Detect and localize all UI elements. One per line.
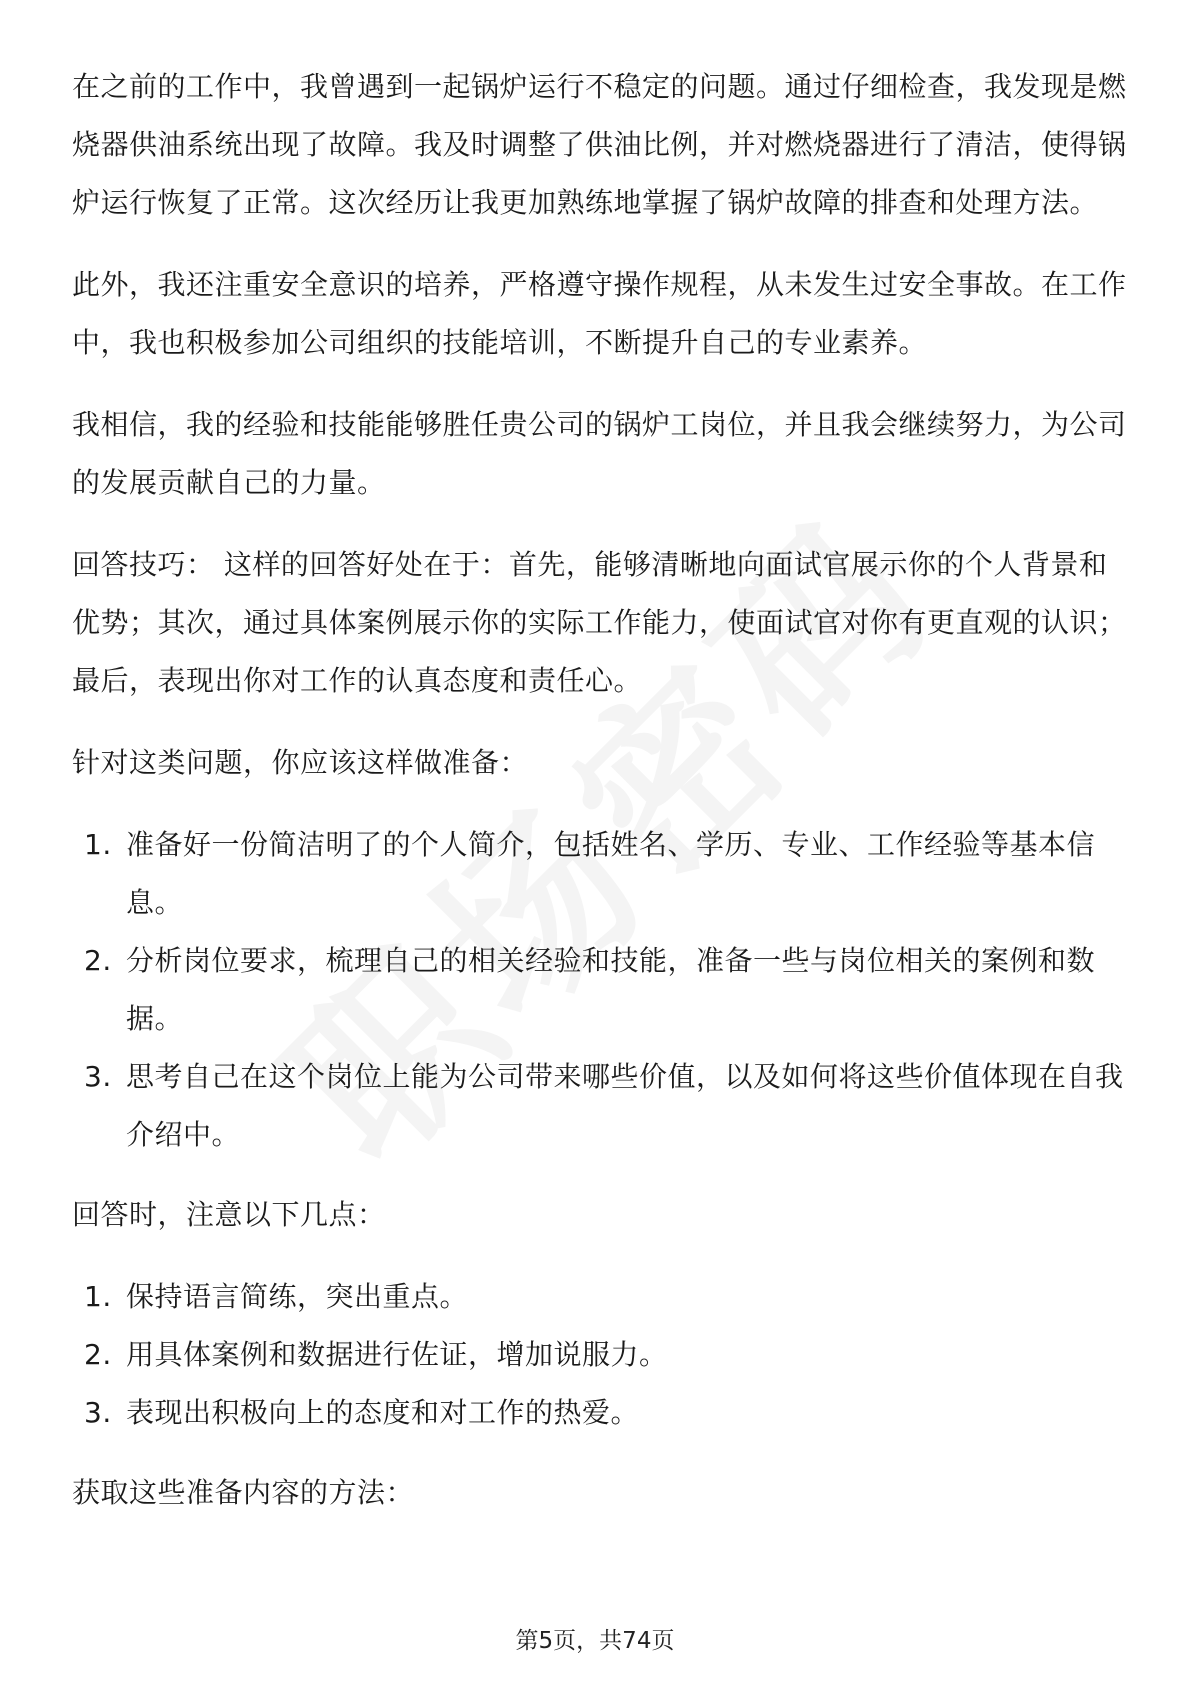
list-text: 保持语言简练，突出重点。 [126,1280,469,1313]
paragraph-confidence: 我相信，我的经验和技能能够胜任贵公司的锅炉工岗位，并且我会继续努力，为公司的发展贡献自己的力量。 [72,408,1127,499]
notes-heading: 回答时，注意以下几点： [72,1198,386,1231]
list-text: 表现出积极向上的态度和对工作的热爱。 [126,1396,640,1429]
paragraph-experience: 在之前的工作中，我曾遇到一起锅炉运行不稳定的问题。通过仔细检查，我发现是燃烧器供油系统出现了故障。我及时调整了供油比例，并对燃烧器进行了清洁，使得锅炉运行恢复了正常。这次经历让我更加熟练地掌握了锅炉故障的排查和处理方法。 [72,70,1127,219]
list-number: 1. [84,1280,112,1313]
document-body [72,58,1132,1546]
list-item [72,932,1132,1048]
list-item [72,1384,1132,1442]
method-heading: 获取这些准备内容的方法： [72,1476,415,1509]
list-item [72,1326,1132,1384]
list-item [72,816,1132,932]
paragraph-answer-tips: 回答技巧： 这样的回答好处在于：首先，能够清晰地向面试官展示你的个人背景和优势；其次，通过具体案例展示你的实际工作能力，使面试官对你有更直观的认识；最后，表现出你对工作的认真态度和责任心。 [72,548,1127,697]
paragraph-safety: 此外，我还注重安全意识的培养，严格遵守操作规程，从未发生过安全事故。在工作中，我也积极参加公司组织的技能培训，不断提升自己的专业素养。 [72,268,1127,359]
list-text: 用具体案例和数据进行佐证，增加说服力。 [126,1338,668,1371]
list-text: 分析岗位要求，梳理自己的相关经验和技能，准备一些与岗位相关的案例和数据。 [126,944,1096,1035]
list-number: 1. [84,828,112,861]
list-number: 3. [84,1060,112,1093]
list-item [72,1268,1132,1326]
list-number: 3. [84,1396,112,1429]
list-text: 思考自己在这个岗位上能为公司带来哪些价值，以及如何将这些价值体现在自我介绍中。 [126,1060,1124,1151]
list-item [72,1048,1132,1164]
prep-list [72,816,1132,1164]
list-number: 2. [84,1338,112,1371]
paragraph-prep-intro: 针对这类问题，你应该这样做准备： [72,746,529,779]
list-text: 准备好一份简洁明了的个人简介，包括姓名、学历、专业、工作经验等基本信息。 [126,828,1096,919]
list-number: 2. [84,944,112,977]
notes-list [72,1268,1132,1442]
page-number: 第5页，共74页 [515,1628,675,1654]
